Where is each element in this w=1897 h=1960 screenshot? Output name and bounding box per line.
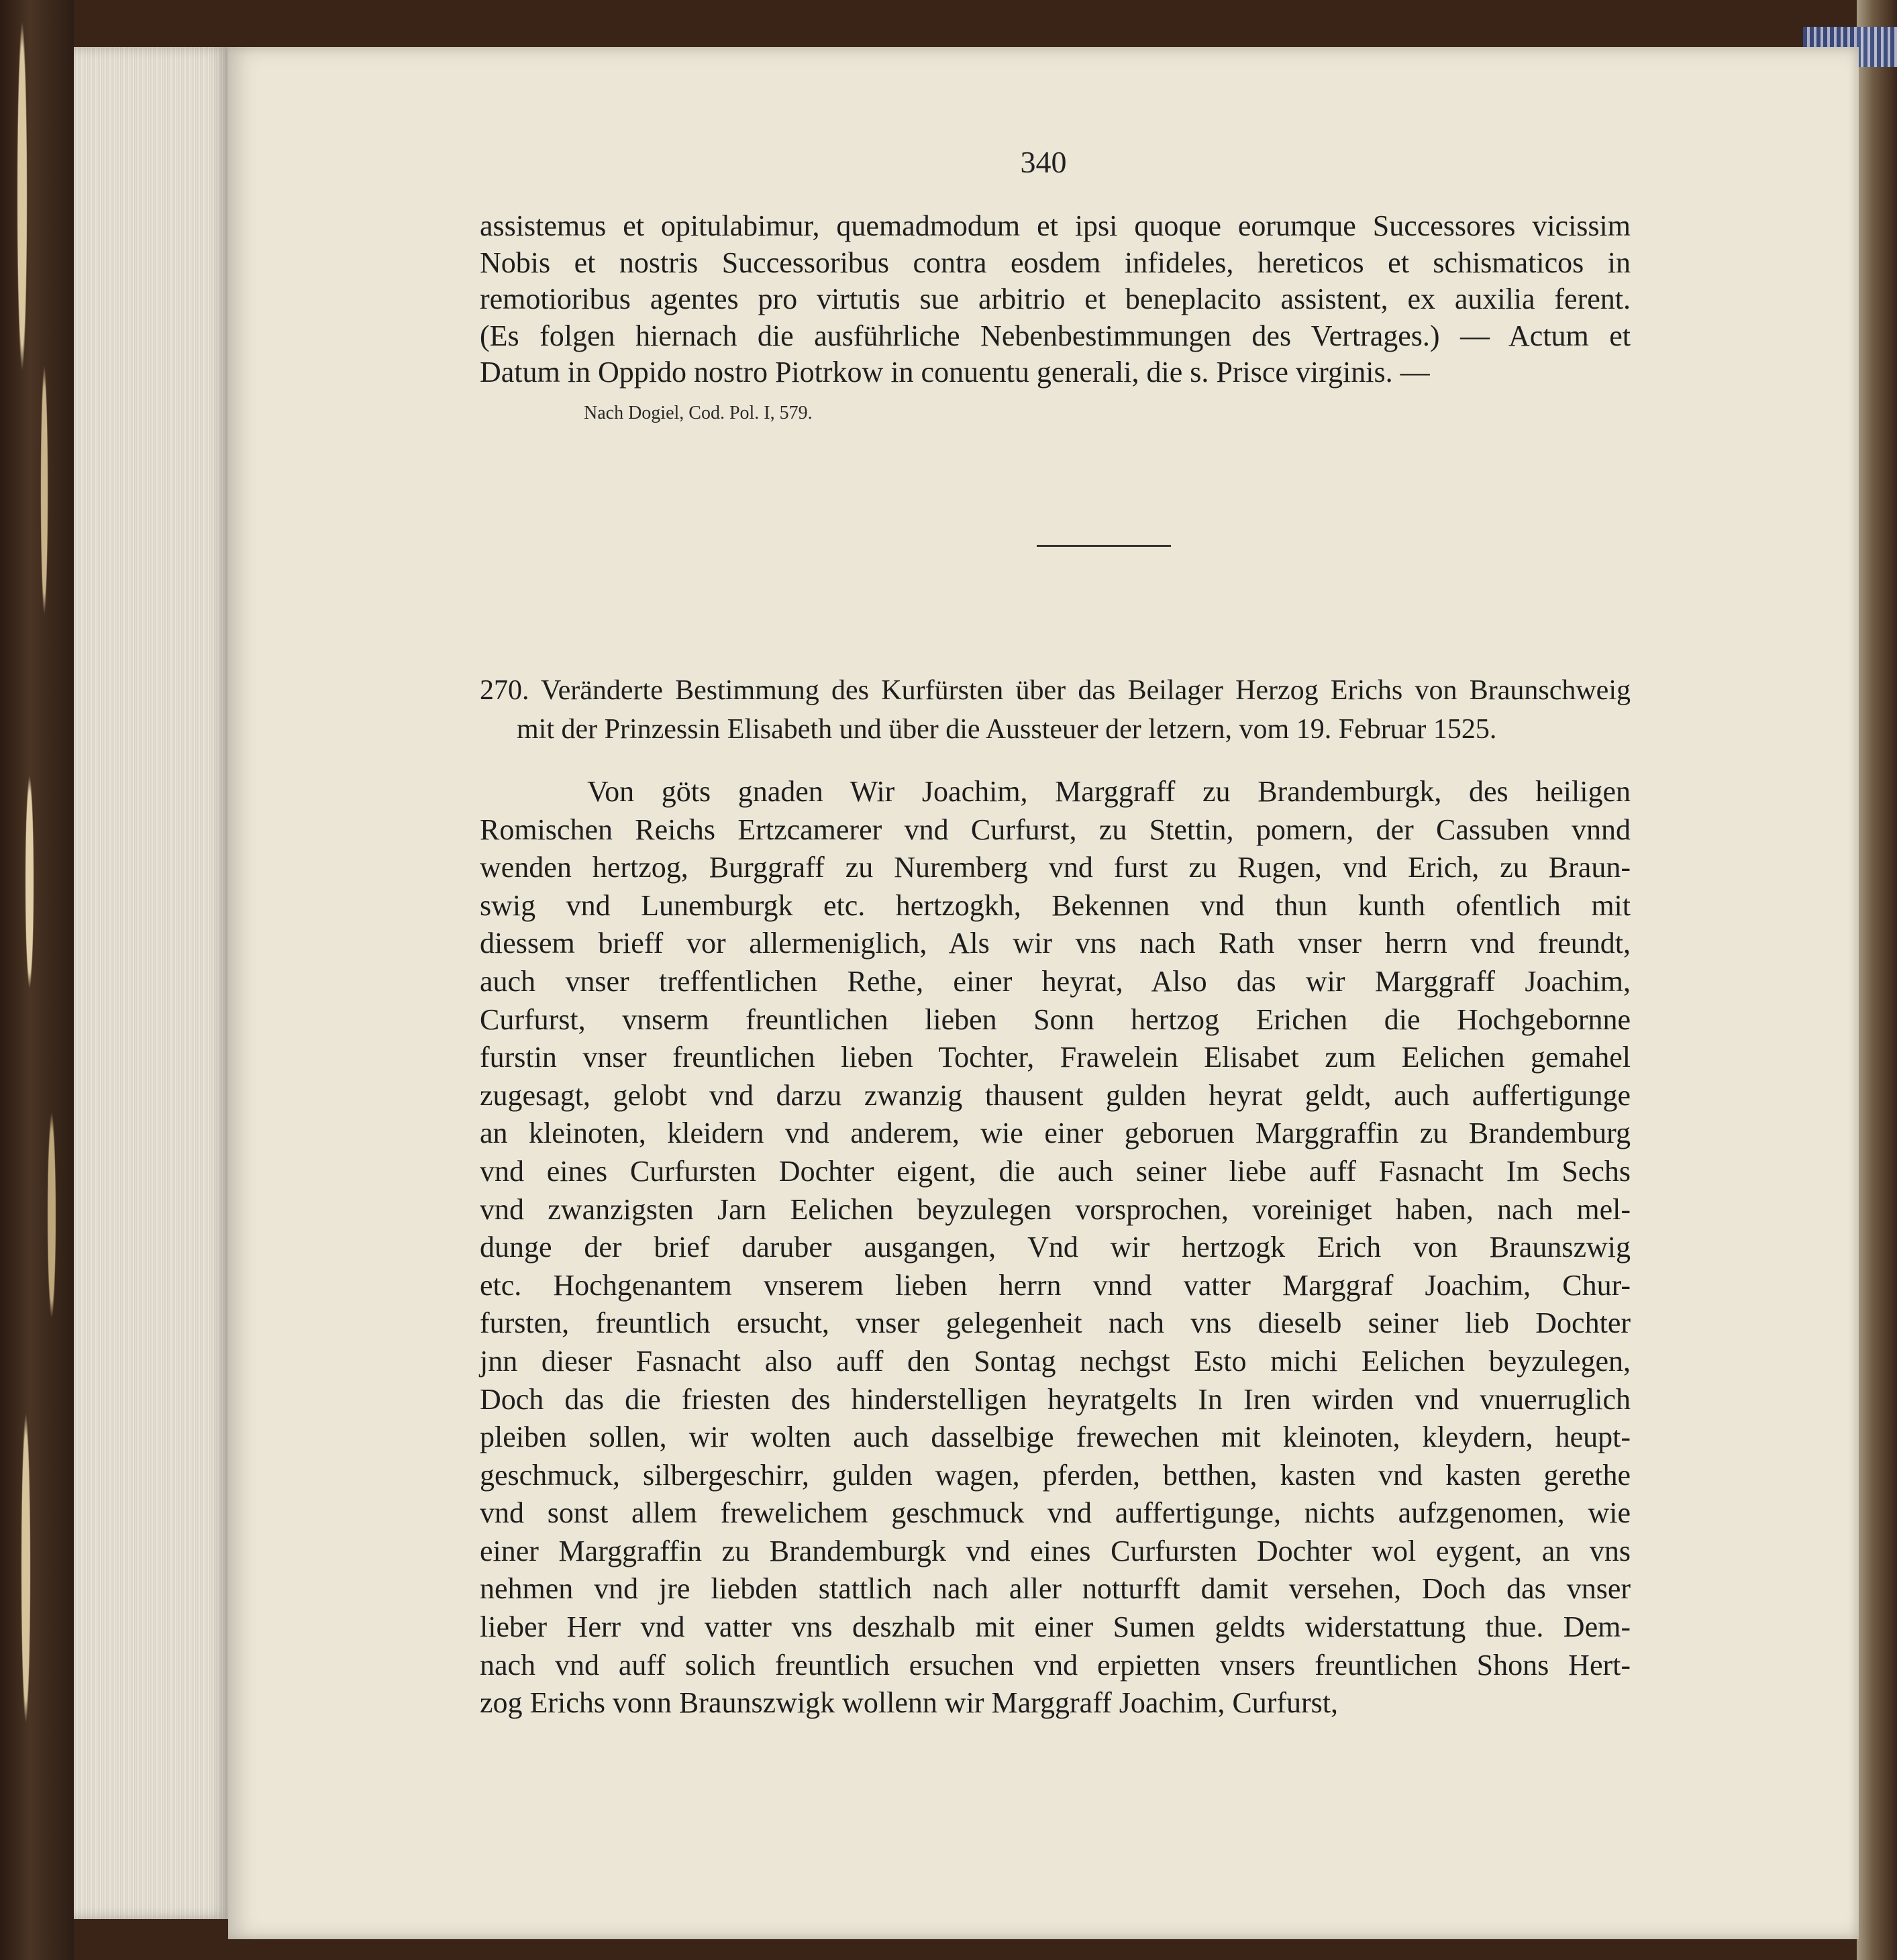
source-note: Nach Dogiel, Cod. Pol. I, 579.	[584, 403, 813, 423]
text-line: Doch das die friesten des hinderstelligen heyratgelts In Iren wirden vnd vnuerruglich	[480, 1382, 1631, 1416]
text-line: geschmuck, silbergeschirr, gulden wagen, pferden, betthen, kasten vnd kasten gerethe	[480, 1458, 1631, 1492]
text-line: vnd zwanzigsten Jarn Eelichen beyzulegen vorsprochen, voreiniget haben, nach mel-	[480, 1192, 1631, 1226]
text-line: swig vnd Lunemburgk etc. hertzogkh, Bekennen vnd thun kunth ofentlich mit	[480, 888, 1631, 922]
right-page-edge	[1857, 0, 1897, 1960]
document-heading	[480, 671, 1631, 749]
text-line: nehmen vnd jre liebden stattlich nach aller notturfft damit versehen, Doch das vnser	[480, 1572, 1631, 1606]
text-line: Curfurst, vnserm freuntlichen lieben Sonn hertzog Erichen die Hochgebornne	[480, 1002, 1631, 1036]
text-line: fursten, freuntlich ersucht, vnser gelegenheit nach vns dieselb seiner lieb Dochter	[480, 1306, 1631, 1340]
text-line: Nobis et nostris Successoribus contra eosdem infideles, hereticos et schismaticos in	[480, 246, 1631, 279]
text-line: auch vnser treffentlichen Rethe, einer heyrat, Also das wir Marggraff Joachim,	[480, 964, 1631, 998]
section-divider	[1037, 545, 1171, 547]
page-number: 340	[1020, 145, 1067, 179]
text-line: jnn dieser Fasnacht also auff den Sontag nechgst Esto michi Eelichen beyzulegen,	[480, 1344, 1631, 1378]
text-line: diessem brieff vor allermeniglich, Als wir vns nach Rath vnser herrn vnd freundt,	[480, 927, 1631, 960]
heading-line: mit der Prinzessin Elisabeth und über die Aussteuer der letzern, vom 19. Februar 1525.	[517, 714, 1497, 745]
text-line: assistemus et opitulabimur, quemadmodum et ipsi quoque eorumque Successores vicissim	[480, 209, 1631, 242]
text-line: etc. Hochgenantem vnserem lieben herrn vnnd vatter Marggraf Joachim, Chur-	[480, 1268, 1631, 1302]
text-line: (Es folgen hiernach die ausführliche Nebenbestimmungen des Vertrages.) — Actum et	[480, 319, 1631, 352]
text-line: dunge der brief daruber ausgangen, Vnd wir hertzogk Erich von Braunszwig	[480, 1231, 1631, 1264]
text-line: einer Marggraffin zu Brandemburgk vnd eines Curfursten Dochter wol eygent, an vns	[480, 1534, 1631, 1567]
text-line: Datum in Oppido nostro Piotrkow in conuentu generali, die s. Prisce virginis. —	[480, 356, 1430, 389]
text-line: furstin vnser freuntlichen lieben Tochter, Frawelein Elisabet zum Eelichen gemahel	[480, 1041, 1631, 1074]
text-line: zog Erichs vonn Braunszwigk wollenn wir Marggraff Joachim, Curfurst,	[480, 1686, 1339, 1720]
text-line: lieber Herr vnd vatter vns deszhalb mit einer Sumen geldts widerstattung thue. Dem-	[480, 1610, 1631, 1644]
text-line: nach vnd auff solich freuntlich ersuchen vnd erpietten vnsers freuntlichen Shons Hert-	[480, 1648, 1631, 1682]
text-line: zugesagt, gelobt vnd darzu zwanzig thausent gulden heyrat geldt, auch auffertigunge	[480, 1078, 1631, 1112]
text-line: Romischen Reichs Ertzcamerer vnd Curfurst, zu Stettin, pomern, der Cassuben vnnd	[480, 813, 1631, 846]
text-line: vnd eines Curfursten Dochter eigent, die auch seiner liebe auff Fasnacht Im Sechs	[480, 1154, 1631, 1188]
top-paragraph	[480, 208, 1631, 391]
book-page	[228, 47, 1859, 1939]
stacked-page-edges	[74, 47, 228, 1919]
heading-line: 270. Veränderte Bestimmung des Kurfürsten über das Beilager Herzog Erichs von Braunschweig	[480, 675, 1631, 706]
body-paragraph	[480, 773, 1631, 1722]
marbled-book-edge	[0, 0, 74, 1960]
text-line: an kleinoten, kleidern vnd anderem, wie einer geboruen Marggraffin zu Brandemburg	[480, 1117, 1631, 1150]
text-line: Von göts gnaden Wir Joachim, Marggraff zu Brandemburgk, des heiligen	[587, 775, 1631, 808]
text-line: remotioribus agentes pro virtutis sue arbitrio et beneplacito assistent, ex auxilia ferent.	[480, 282, 1631, 316]
text-line: vnd sonst allem frewelichem geschmuck vnd auffertigunge, nichts aufzgenomen, wie	[480, 1496, 1631, 1530]
text-line: pleiben sollen, wir wolten auch dasselbige frewechen mit kleinoten, kleydern, heupt-	[480, 1421, 1631, 1454]
text-line: wenden hertzog, Burggraff zu Nuremberg vnd furst zu Rugen, vnd Erich, zu Braun-	[480, 851, 1631, 884]
